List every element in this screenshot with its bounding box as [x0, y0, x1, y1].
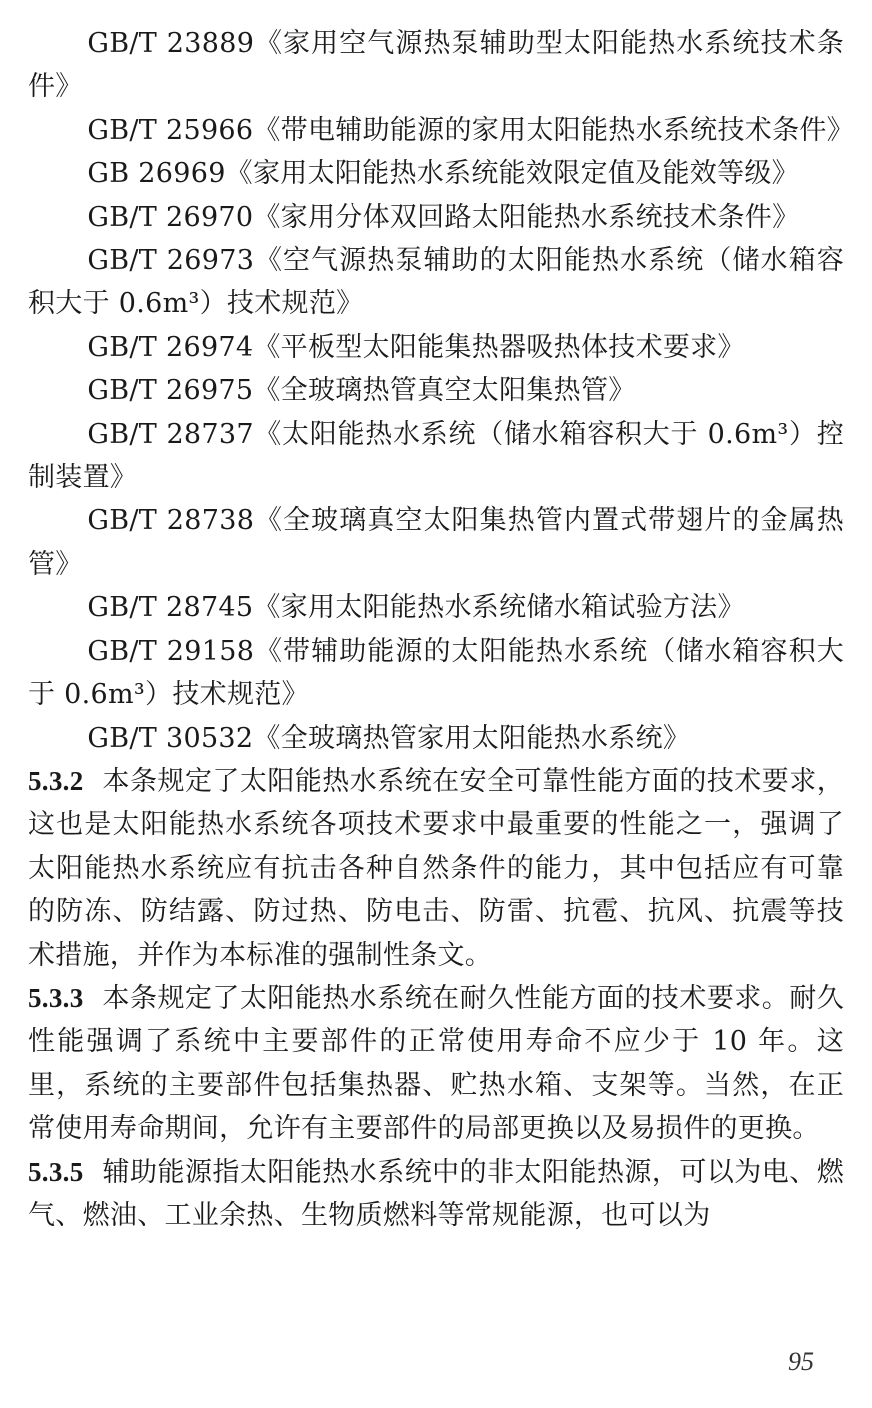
- page-number: 95: [788, 1347, 814, 1376]
- clause-text: 本条规定了太阳能热水系统在耐久性能方面的技术要求。耐久性能强调了系统中主要部件的正常使用寿命不应少于 10 年。这里，系统的主要部件包括集热器、贮热水箱、支架等。当然，在正常使用寿命期间，允许有主要部件的局部更换以及易损件的更换。: [28, 982, 844, 1145]
- clause-number: 5.3.5: [28, 1156, 84, 1187]
- reference-gb-26969: GB 26969《家用太阳能热水系统能效限定值及能效等级》: [87, 158, 799, 190]
- clause-text: 本条规定了太阳能热水系统在安全可靠性能方面的技术要求，这也是太阳能热水系统各项技术要求中最重要的性能之一，强调了太阳能热水系统应有抗击各种自然条件的能力，其中包括应有可靠的防冻、防结露、防过热、防电击、防雷、抗雹、抗风、抗震等技术措施，并作为本标准的强制性条文。: [28, 765, 844, 971]
- clause-5-3-3: [28, 977, 844, 1151]
- clause-5-3-2: [28, 760, 844, 977]
- reference-gbt-28737: GB/T 28737《太阳能热水系统（储水箱容积大于 0.6m³）控制装置》: [28, 418, 844, 494]
- clause-5-3-5: [28, 1151, 844, 1238]
- clause-number: 5.3.2: [28, 765, 84, 796]
- reference-gbt-25966: GB/T 25966《带电辅助能源的家用太阳能热水系统技术条件》: [87, 114, 854, 146]
- reference-gbt-26974: GB/T 26974《平板型太阳能集热器吸热体技术要求》: [87, 331, 745, 363]
- reference-gbt-28738: GB/T 28738《全玻璃真空太阳集热管内置式带翅片的金属热管》: [28, 505, 844, 580]
- clause-number: 5.3.3: [28, 982, 84, 1013]
- reference-gbt-26973: GB/T 26973《空气源热泵辅助的太阳能热水系统（储水箱容积大于 0.6m³）技术规范》: [28, 245, 844, 320]
- document-page: [28, 22, 854, 1237]
- reference-gbt-28745: GB/T 28745《家用太阳能热水系统储水箱试验方法》: [87, 592, 745, 624]
- reference-gbt-30532: GB/T 30532《全玻璃热管家用太阳能热水系统》: [87, 722, 691, 754]
- reference-gbt-26970: GB/T 26970《家用分体双回路太阳能热水系统技术条件》: [87, 201, 800, 233]
- clause-text: 辅助能源指太阳能热水系统中的非太阳能热源，可以为电、燃气、燃油、工业余热、生物质燃料等常规能源，也可以为: [28, 1156, 844, 1231]
- reference-gbt-23889: GB/T 23889《家用空气源热泵辅助型太阳能热水系统技术条件》: [28, 28, 844, 103]
- reference-gbt-29158: GB/T 29158《带辅助能源的太阳能热水系统（储水箱容积大于 0.6m³）技术规范》: [28, 635, 844, 711]
- reference-gbt-26975: GB/T 26975《全玻璃热管真空太阳集热管》: [87, 375, 636, 407]
